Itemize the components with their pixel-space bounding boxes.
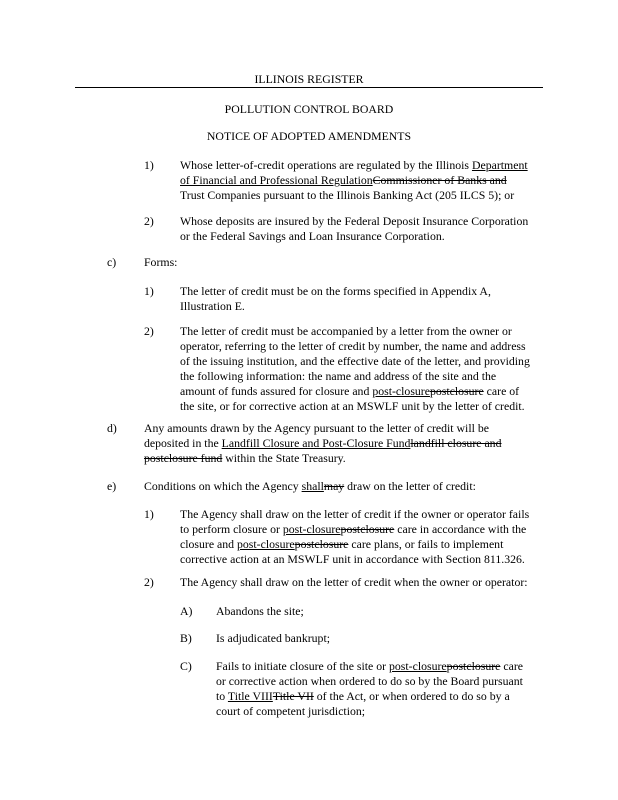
inserted-text: post-closure <box>372 384 430 398</box>
board-title: POLLUTION CONTROL BOARD <box>224 102 394 116</box>
paragraph-e2 <box>180 575 528 590</box>
paragraph-b1 <box>180 158 528 203</box>
item-label: d) <box>107 421 117 435</box>
notice-title: NOTICE OF ADOPTED AMENDMENTS <box>206 129 412 143</box>
text: corrective action at an MSWLF unit in accordance with Section 811.326. <box>180 552 525 566</box>
paragraph-eA <box>216 604 304 619</box>
deleted-text: landfill closure and <box>410 436 502 450</box>
inserted-text: post-closure <box>282 522 341 536</box>
paragraph-eC <box>216 659 523 719</box>
text: Conditions on which the Agency <box>144 479 302 493</box>
item-label: 1) <box>144 507 154 521</box>
text: Whose letter-of-credit operations are regulated by the Illinois <box>180 158 472 172</box>
text: the following information: the name and address of the site and the <box>180 369 497 383</box>
text: amount of funds assured for closure and <box>180 384 373 398</box>
text: Trust Companies pursuant to the Illinois Banking Act (205 ILCS 5); or <box>180 188 515 202</box>
text: to perform closure or <box>180 522 283 536</box>
inserted-text: post-closure <box>237 537 295 551</box>
item-label: 1) <box>144 158 154 172</box>
register-title: ILLINOIS REGISTER <box>254 72 364 86</box>
header-rule <box>75 87 543 88</box>
inserted-text: shall <box>301 479 324 493</box>
text: Illustration E. <box>180 299 245 313</box>
deleted-text: postclosure <box>429 384 484 398</box>
deleted-text: postclosure fund <box>144 451 223 465</box>
inserted-text: Title VIII <box>227 689 273 703</box>
paragraph-e1 <box>180 507 529 567</box>
item-label: 2) <box>144 575 154 589</box>
inserted-text: Department <box>471 158 528 172</box>
deleted-text: postclosure <box>446 659 501 673</box>
item-label: e) <box>107 479 117 493</box>
paragraph-e <box>144 479 476 494</box>
text: care plans, or fails to implement <box>348 537 504 551</box>
inserted-text: of Financial and Professional Regulation <box>180 173 373 187</box>
paragraph-b2 <box>180 214 528 244</box>
text: Whose deposits are insured by the Federal Deposit Insurance Corporation <box>180 214 529 228</box>
text: Forms: <box>144 255 178 269</box>
paragraph-eB <box>216 631 330 646</box>
text: of the issuing institution, and the effective date of the letter, and providing <box>180 354 530 368</box>
deleted-text: Commissioner of Banks and <box>372 173 507 187</box>
inserted-text: post-closure <box>389 659 447 673</box>
text: care in accordance with the <box>394 522 527 536</box>
text: Any amounts drawn by the Agency pursuant to the letter of credit will be <box>144 421 489 435</box>
text: The letter of credit must be accompanied by a letter from the owner or <box>180 324 512 338</box>
deleted-text: Title VII <box>272 689 314 703</box>
paragraph-c2 <box>180 324 530 414</box>
item-label: B) <box>180 631 192 645</box>
item-label: 2) <box>144 324 154 338</box>
text: of the Act, or when ordered to do so by a <box>313 689 510 703</box>
text: The Agency shall draw on the letter of credit when the owner or operator: <box>180 575 528 589</box>
item-label: c) <box>107 255 117 269</box>
inserted-text: Landfill Closure and Post-Closure Fund <box>221 436 411 450</box>
deleted-text: postclosure <box>294 537 349 551</box>
text: care <box>500 659 523 673</box>
item-label: A) <box>180 604 193 618</box>
text: The Agency shall draw on the letter of credit if the owner or operator fails <box>180 507 530 521</box>
text: within the State Treasury. <box>222 451 346 465</box>
text: the site, or for corrective action at an MSWLF unit by the letter of credit. <box>180 399 525 413</box>
paragraph-c <box>144 255 177 270</box>
deleted-text: postclosure <box>340 522 395 536</box>
text: The letter of credit must be on the forms specified in Appendix A, <box>180 284 491 298</box>
text: or corrective action when ordered to do so by the Board pursuant <box>216 674 523 688</box>
text: deposited in the <box>144 436 222 450</box>
item-label: 1) <box>144 284 154 298</box>
paragraph-d <box>144 421 501 466</box>
item-label: 2) <box>144 214 154 228</box>
text: court of competent jurisdiction; <box>216 704 366 718</box>
text: draw on the letter of credit: <box>344 479 476 493</box>
text: care of <box>483 384 520 398</box>
text: Abandons the site; <box>216 604 304 618</box>
item-label: C) <box>180 659 192 673</box>
text: Is adjudicated bankrupt; <box>216 631 331 645</box>
text: operator, referring to the letter of credit by number, the name and address <box>180 339 526 353</box>
deleted-text: may <box>323 479 345 493</box>
paragraph-c1 <box>180 284 491 314</box>
text: or the Federal Savings and Loan Insurance Corporation. <box>180 229 445 243</box>
text: Fails to initiate closure of the site or <box>216 659 389 673</box>
text: to <box>216 689 228 703</box>
text: closure and <box>180 537 237 551</box>
